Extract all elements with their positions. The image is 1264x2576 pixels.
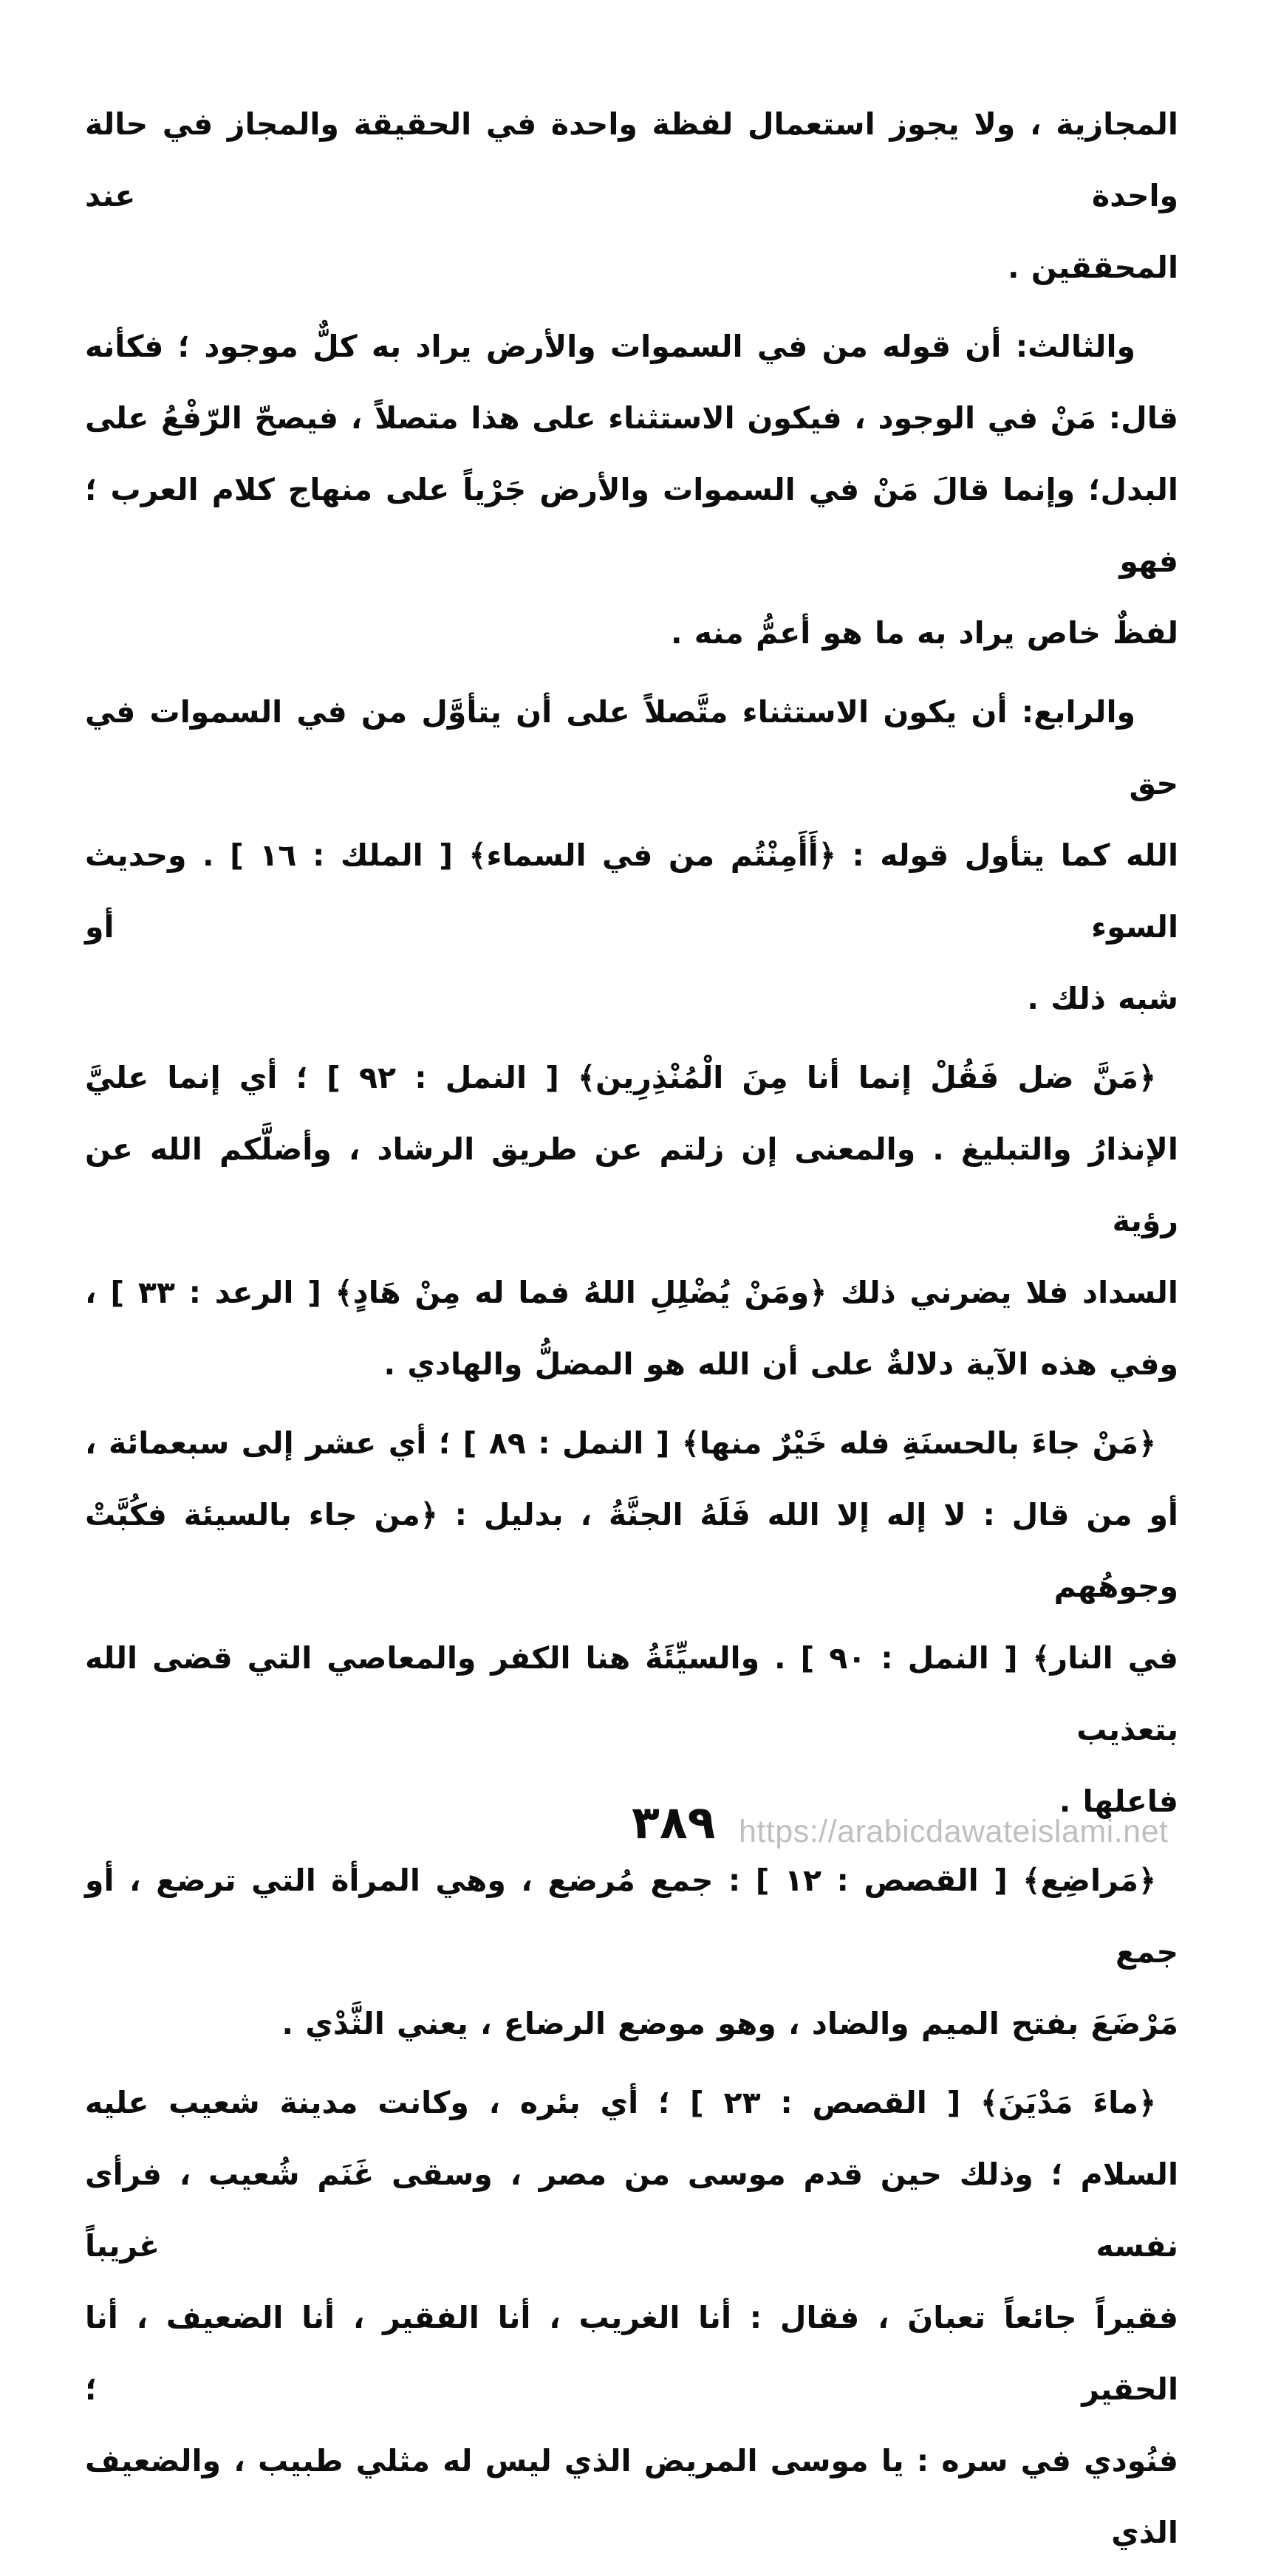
- text-line: شبه ذلك .: [1027, 981, 1178, 1016]
- text-line: مَرْضَعَ بفتح الميم والضاد ، وهو موضع الرضاع ، يعني الثَّدْي .: [281, 2006, 1178, 2041]
- text-line: والرابع: أن يكون الاستثناء متَّصلاً على أن يتأوَّل من في السموات في حق: [85, 694, 1178, 801]
- text-line: الإنذارُ والتبليغ . والمعنى إن زلتم عن طريق الرشاد ، وأضلَّكم الله عن رؤية: [85, 1131, 1178, 1239]
- text-line: البدل؛ وإنما قالَ مَنْ في السموات والأرض جَرْياً على منهاج كلام العرب ؛ فهو: [85, 472, 1178, 579]
- paragraph: [85, 311, 1178, 669]
- text-line: والثالث: أن قوله من في السموات والأرض يراد به كلٌّ موجود ؛ فكأنه: [85, 329, 1135, 364]
- paragraph: [85, 1042, 1178, 1400]
- text-line: فقيراً جائعاً تعبانَ ، فقال : أنا الغريب ، أنا الفقير ، أنا الضعيف ، أنا الحقير ؛: [85, 2300, 1178, 2407]
- paragraph: [85, 2067, 1178, 2569]
- text-line: ﴿مَنَّ ضل فَقُلْ إنما أنا مِنَ الْمُنْذِرِين﴾ [ النمل : ٩٢ ] ؛ أي إنما عليَّ: [85, 1060, 1156, 1095]
- page-footer: [0, 1795, 1264, 1872]
- page-number: ٣٨٩: [632, 1795, 716, 1849]
- text-line: المجازية ، ولا يجوز استعمال لفظة واحدة في الحقيقة والمجاز في حالة واحدة عند: [85, 106, 1178, 213]
- text-line: السداد فلا يضرني ذلك ﴿ومَنْ يُضْلِلِ اللهُ فما له مِنْ هَادٍ﴾ [ الرعد : ٣٣ ] ،: [85, 1275, 1178, 1310]
- text-line: الله كما يتأول قوله : ﴿أَأَمِنْتُم من في السماء﴾ [ الملك : ١٦ ] . وحديث السوء أو: [85, 837, 1178, 945]
- paragraph: [85, 1408, 1178, 1837]
- text-line: السلام ؛ وذلك حين قدم موسى من مصر ، وسقى غَنَم شُعيب ، فرأى نفسه غريباً: [85, 2157, 1178, 2264]
- text-line: فنُودي في سره : يا موسى المريض الذي ليس له مثلي طبيب ، والضعيف الذي: [85, 2443, 1178, 2550]
- text-line: المحققين .: [1008, 250, 1178, 285]
- watermark-url: https://arabicdawateislami.net: [739, 1814, 1169, 1849]
- text-line: أو من قال : لا إله إلا الله فَلَهُ الجنَّةُ ، بدليل : ﴿من جاء بالسيئة فكُبَّتْ وجوهُهم: [85, 1497, 1178, 1604]
- paragraph: [85, 89, 1178, 304]
- paragraph: [85, 1845, 1178, 2060]
- text-line: وفي هذه الآية دلالةٌ على أن الله هو المضلُّ والهادي .: [383, 1346, 1178, 1382]
- paragraph: [85, 676, 1178, 1035]
- text-line: لفظٌ خاص يراد به ما هو أعمُّ منه .: [670, 615, 1178, 651]
- text-line: ﴿مَراضِع﴾ [ القصص : ١٢ ] : جمع مُرضع ، وهي المرأة التي ترضع ، أو جمع: [85, 1863, 1178, 1970]
- text-line: فاعلها .: [1059, 1784, 1178, 1819]
- text-column: [85, 89, 1178, 2576]
- text-line: في النار﴾ [ النمل : ٩٠ ] . والسيِّئَةُ هنا الكفر والمعاصي التي قضى الله بتعذيب: [85, 1640, 1178, 1747]
- text-line: ﴿ماءَ مَدْيَنَ﴾ [ القصص : ٢٣ ] ؛ أي بئره ، وكانت مدينة شعيب عليه: [85, 2085, 1156, 2120]
- text-line: قال: مَنْ في الوجود ، فيكون الاستثناء على هذا متصلاً ، فيصحّ الرّفْعُ على: [85, 400, 1178, 436]
- text-line: ﴿مَنْ جاءَ بالحسنَةِ فله خَيْرٌ منها﴾ [ النمل : ٨٩ ] ؛ أي عشر إلى سبعمائة ،: [85, 1425, 1156, 1461]
